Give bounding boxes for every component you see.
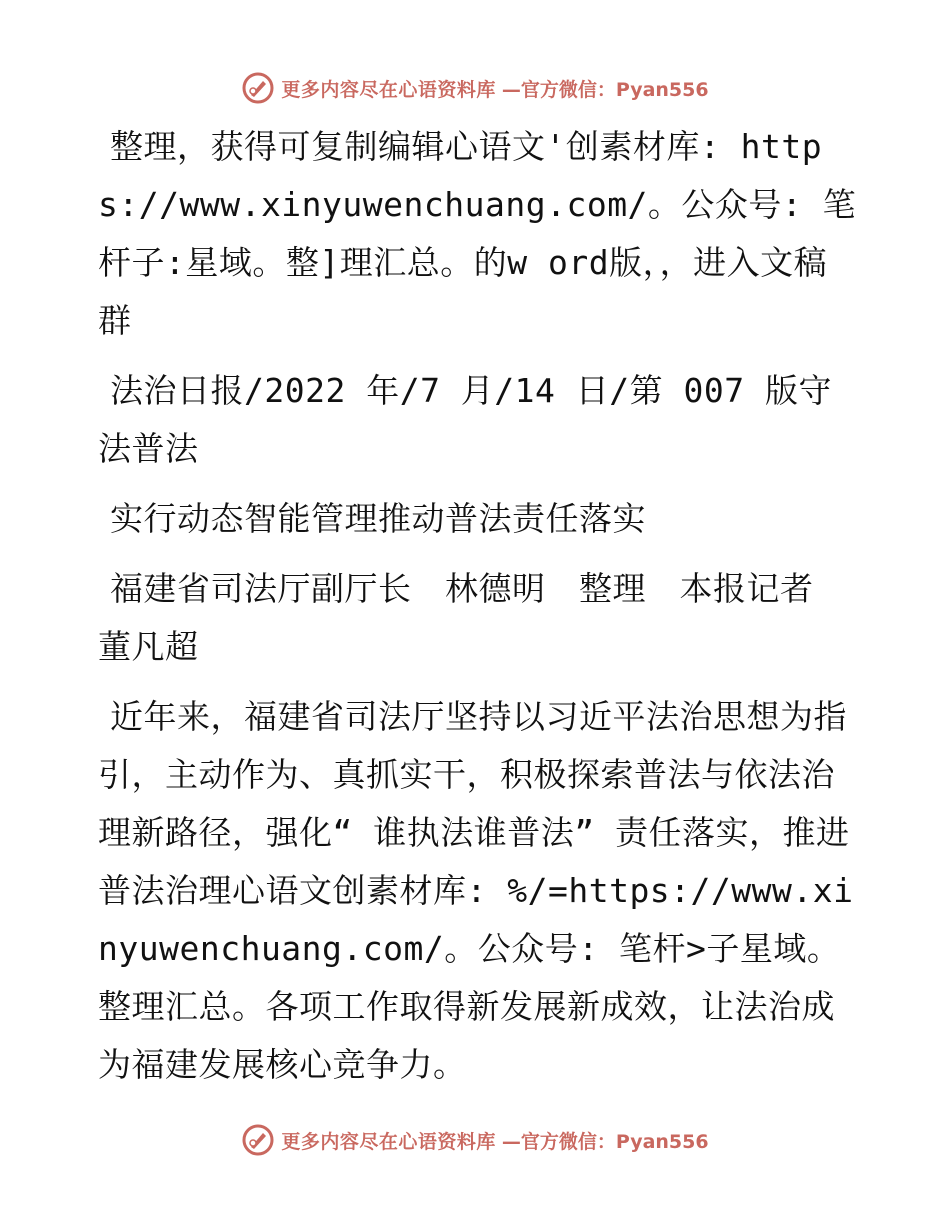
watermark-brand-text: 更多内容尽在心语资料库 [281, 78, 496, 101]
quill-circle-icon [241, 1123, 275, 1157]
watermark-wechat-text: —官方微信：Pyan556 [501, 78, 709, 101]
source-line: 法治日报/2022 年/7 月/14 日/第 007 版守法普法 [98, 371, 832, 468]
document-body [98, 118, 858, 1106]
watermark-brand-text: 更多内容尽在心语资料库 [281, 1130, 496, 1153]
watermark-wechat-text: —官方微信：Pyan556 [501, 1130, 709, 1153]
intro-paragraph: 整理，获得可复制编辑心语文'创素材库: https://www.xinyuwenchuang.com/。公众号: 笔杆子:星域。整]理汇总。的w ord版，，进入文稿群 [98, 127, 857, 340]
author-line: 福建省司法厅副厅长 林德明 整理 本报记者 董凡超 [98, 569, 847, 666]
footer-watermark [0, 1120, 950, 1160]
article-title: 实行动态智能管理推动普法责任落实 [110, 499, 646, 538]
header-watermark [0, 68, 950, 108]
quill-circle-icon [241, 71, 275, 105]
body-paragraph: 近年来，福建省司法厅坚持以习近平法治思想为指引，主动作为、真抓实干，积极探索普法与依法治理新路径，强化“ 谁执法谁普法” 责任落实，推进普法治理心语文创素材库: %/=https://www.xinyuwenchuang.com/。公众号: 笔杆>子星域。整理汇总。各项工作取得新发展新成效，让法治成为福建发展核心竞争力。 [98, 697, 854, 1084]
